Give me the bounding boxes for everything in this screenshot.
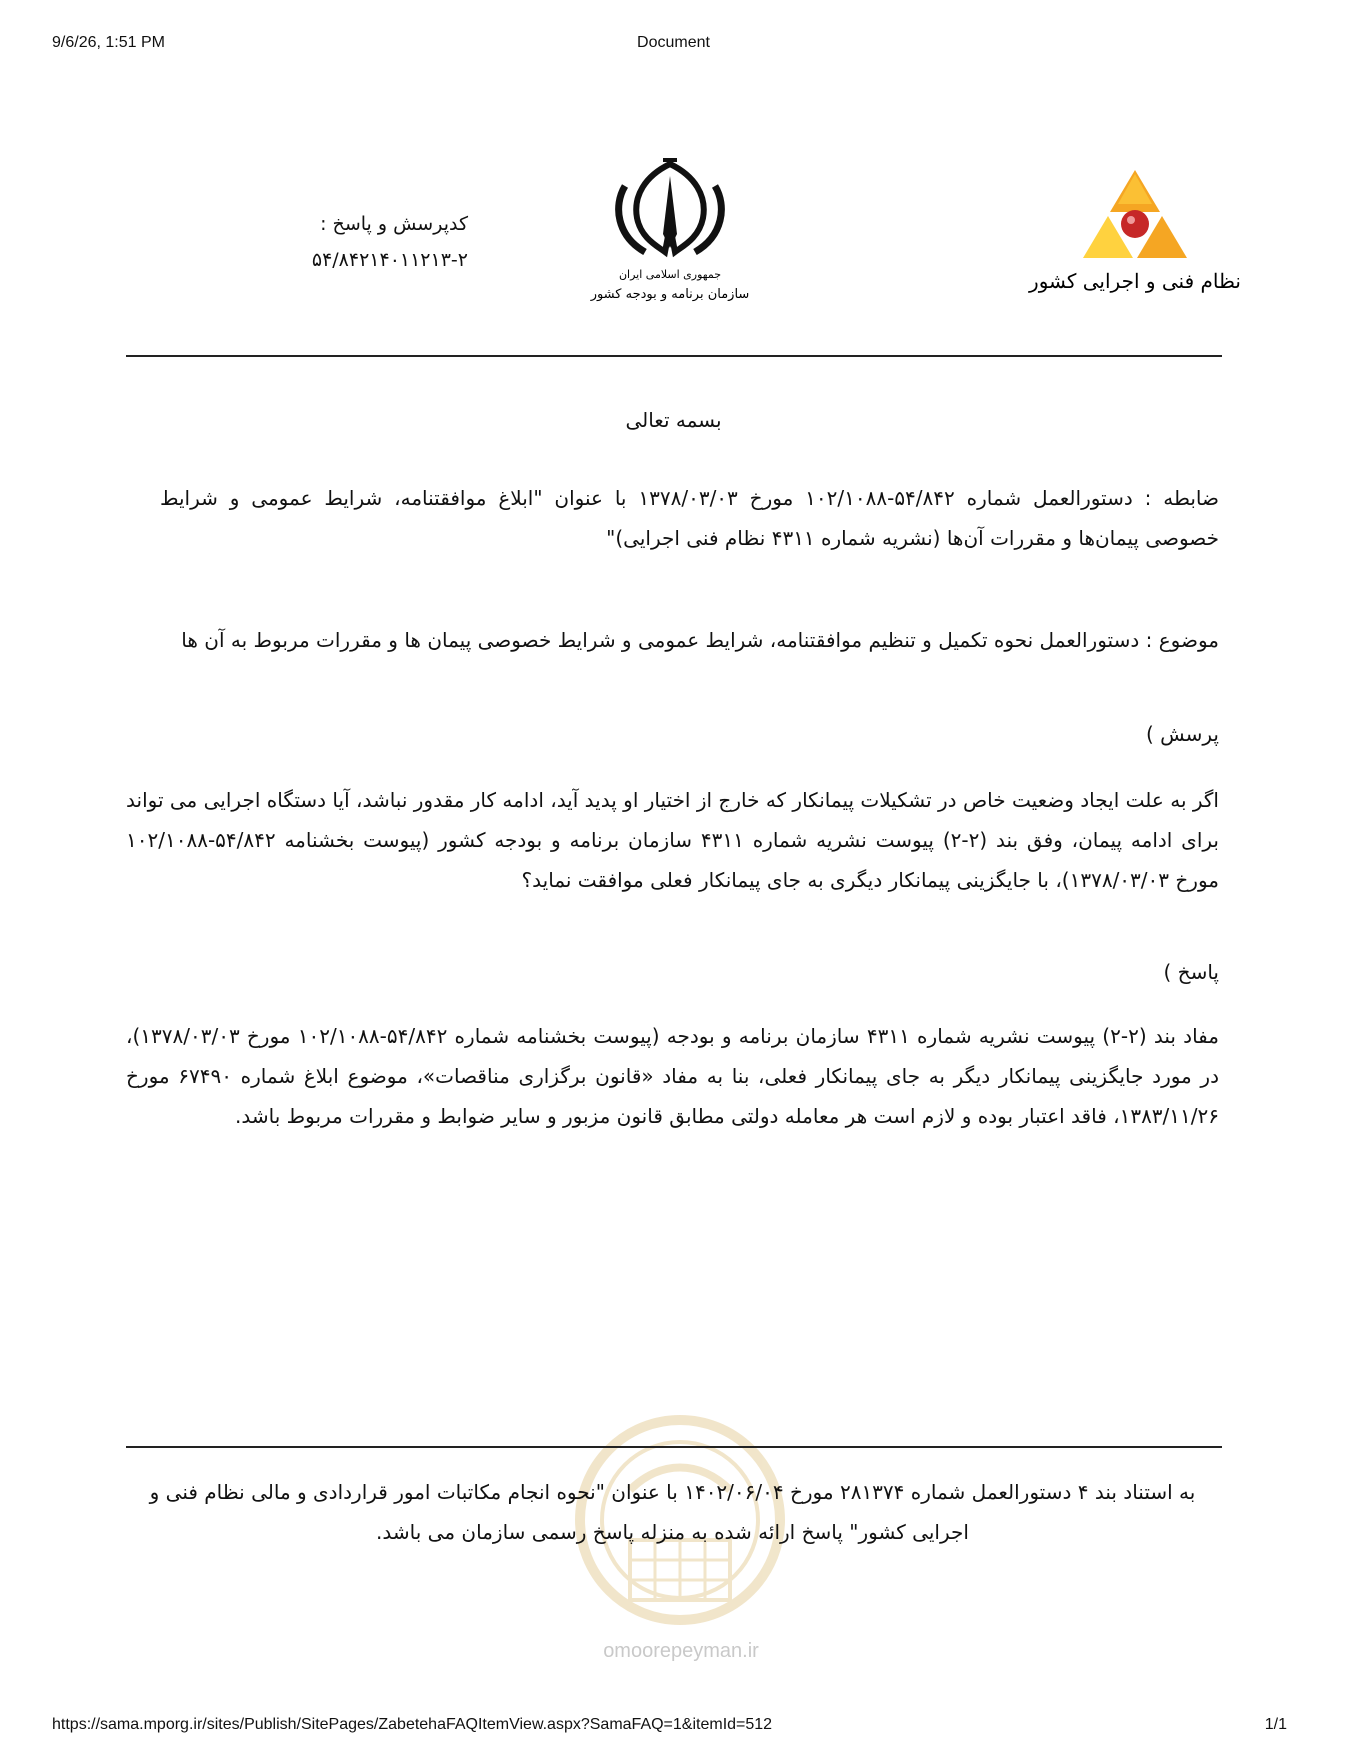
answer-paragraph: مفاد بند (۲-۲) پیوست نشریه شماره ۴۳۱۱ سازمان برنامه و بودجه (پیوست بخشنامه شماره ۵۴/۸۴۲-۱۰۲/۱۰۸۸ مورخ ۱۳۷۸/۰۳/۰۳)، در مورد جایگزینی پیمانکار دیگر به جای پیمانکار فعلی، بنا به مفاد «قانون برگزاری مناقصات»، موضوع ابلاغ شماره ۶۷۴۹۰ مورخ ۱۳۸۳/۱۱/۲۶، فاقد اعتبار بوده و لازم است هر معامله دولتی مطابق قانون مزبور و سایر ضوابط و مقررات مربوط باشد. xyxy=(126,1024,1220,1128)
footnote-paragraph: به استناد بند ۴ دستورالعمل شماره ۲۸۱۳۷۴ مورخ ۱۴۰۲/۰۶/۰۴ با عنوان "نحوه انجام مکاتبات امور قراردادی و مالی نظام فنی و اجرایی کشور" پاسخ ارائه شده به منزله پاسخ رسمی سازمان می باشد. xyxy=(149,1480,1196,1544)
print-datetime: 9/6/26, 1:51 PM xyxy=(52,34,165,51)
print-page-number: 1/1 xyxy=(1264,1716,1287,1733)
subject-paragraph: موضوع : دستورالعمل نحوه تکمیل و تنظیم موافقتنامه، شرایط عمومی و شرایط خصوصی پیمان ها و مقررات مربوط به آن ها xyxy=(181,628,1219,652)
technical-system-logo-icon xyxy=(1029,160,1241,300)
print-doc-title: Document xyxy=(637,34,710,51)
header-divider xyxy=(126,355,1222,357)
watermark-text: omoorepeyman.ir xyxy=(603,1640,759,1662)
document-title: بسمه تعالی xyxy=(625,408,722,432)
criterion-paragraph: ضابطه : دستورالعمل شماره ۵۴/۸۴۲-۱۰۲/۱۰۸۸ مورخ ۱۳۷۸/۰۳/۰۳ با عنوان "ابلاغ موافقتنامه، شرایط عمومی و شرایط خصوصی پیمان‌ها و مقررات آن‌ها (نشریه شماره ۴۳۱۱ نظام فنی اجرایی)" xyxy=(160,486,1220,550)
faq-code-block xyxy=(248,206,468,278)
emblem-line2: سازمان برنامه و بودجه کشور xyxy=(590,287,750,302)
faq-code-label: کدپرسش و پاسخ : xyxy=(320,213,468,235)
footer-divider xyxy=(126,1446,1222,1448)
question-heading: پرسش ) xyxy=(1145,722,1219,746)
iran-emblem-icon xyxy=(590,156,750,306)
emblem-line1: جمهوری اسلامی ایران xyxy=(618,268,722,281)
logo-caption: نظام فنی و اجرایی کشور xyxy=(1029,269,1241,293)
print-url: https://sama.mporg.ir/sites/Publish/SitePages/ZabetehaFAQItemView.aspx?SamaFAQ=1&itemId=512 xyxy=(52,1716,773,1733)
faq-code-value: ۵۴/۸۴۲۱۴۰۱۱۲۱۳-۲ xyxy=(311,249,468,271)
answer-heading: پاسخ ) xyxy=(1163,960,1219,984)
question-paragraph: اگر به علت ایجاد وضعیت خاص در تشکیلات پیمانکار که خارج از اختیار او پدید آید، ادامه کار مقدور نباشد، آیا دستگاه اجرایی می تواند برای ادامه پیمان، وفق بند (۲-۲) پیوست نشریه شماره ۴۳۱۱ سازمان برنامه و بودجه کشور (پیوست بخشنامه ۵۴/۸۴۲-۱۰۲/۱۰۸۸ مورخ ۱۳۷۸/۰۳/۰۳)، با جایگزینی پیمانکار دیگری به جای پیمانکار فعلی موافقت نماید؟ xyxy=(126,788,1219,892)
